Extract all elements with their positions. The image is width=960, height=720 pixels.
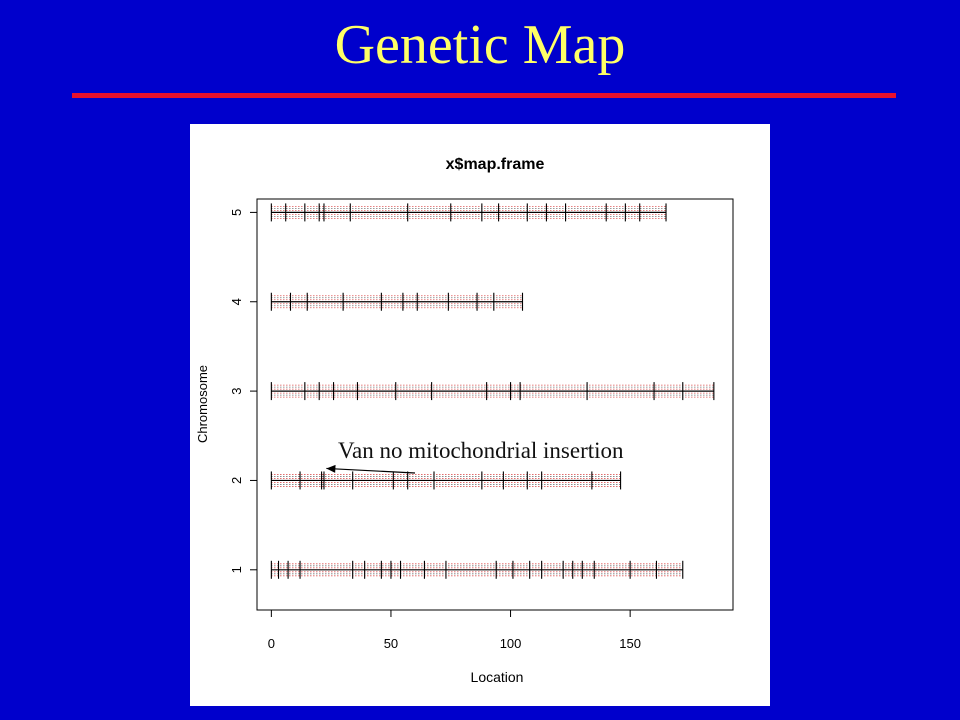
y-tick-label: 3: [229, 387, 244, 395]
chart-title: x$map.frame: [445, 156, 545, 173]
genetic-map-chart: [190, 124, 770, 706]
x-axis-label: Location: [470, 669, 524, 685]
chromosome-4: [271, 293, 522, 311]
y-axis-label: Chromosome: [195, 364, 210, 444]
slide-title: Genetic Map: [334, 14, 626, 76]
x-tick-label: 150: [619, 636, 641, 651]
y-tick-label: 4: [229, 298, 244, 306]
plot-frame: [257, 199, 733, 610]
title-underline: [72, 93, 896, 98]
chromosome-2: [271, 471, 620, 489]
x-tick-label: 100: [499, 636, 522, 651]
x-tick-label: 0: [267, 636, 275, 651]
chromosome-3: [271, 382, 714, 400]
annotation-arrow-line: [326, 468, 415, 473]
y-tick-label: 5: [229, 208, 244, 217]
chromosome-1: [271, 561, 682, 579]
annotation-label: Van no mitochondrial insertion: [338, 438, 624, 463]
y-tick-label: 1: [229, 566, 244, 574]
x-tick-label: 50: [383, 636, 399, 651]
plot-panel: [190, 124, 770, 706]
y-tick-label: 2: [229, 476, 244, 485]
chromosome-5: [271, 203, 666, 221]
annotation-arrowhead: [326, 465, 335, 473]
